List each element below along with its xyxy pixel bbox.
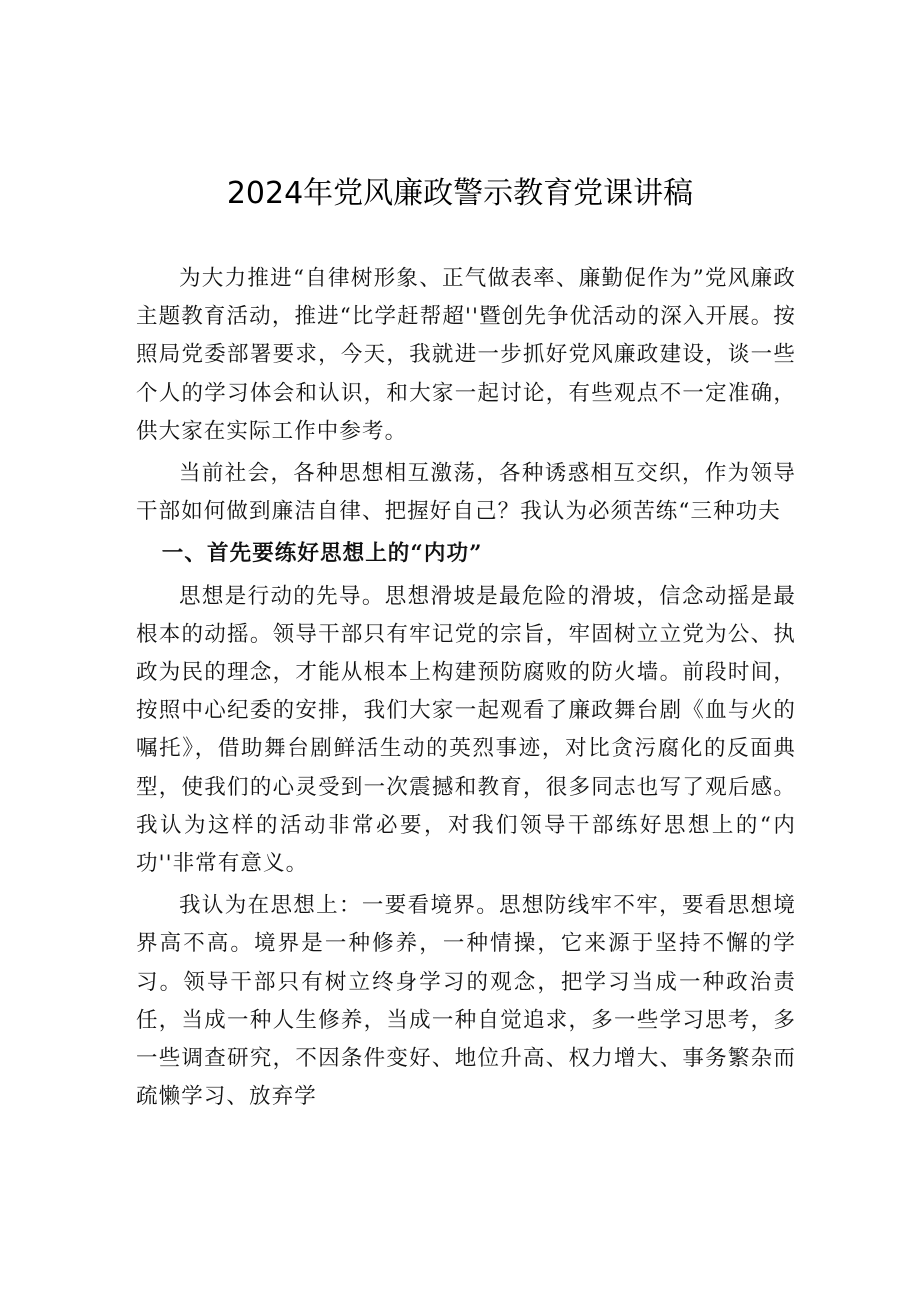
section-heading: 一、首先要练好思想上的“内功” <box>161 541 483 567</box>
paragraph-intro: 为大力推进“自律树形象、正气做表率、廉勤促作为”党风廉政主题教育活动，推进“比学赶帮超''暨创先争优活动的深入开展。按照局党委部署要求，今天，我就进一步抓好党风廉政建设，谈一些个人的学习体会和认识，和大家一起讨论，有些观点不一定准确，供大家在实际工作中参考。 <box>136 266 796 444</box>
document-title: 2024年党风廉政警示教育党课讲稿 <box>226 176 694 211</box>
paragraph-section-1: 思想是行动的先导。思想滑坡是最危险的滑坡，信念动摇是最根本的动摇。领导干部只有牢记党的宗旨，牢固树立立党为公、执政为民的理念，才能从根本上构建预防腐败的防火墙。前段时间，按照中心纪委的安排，我们大家一起观看了廉政舞台剧《血与火的嘱托》，借助舞台剧鲜活生动的英烈事迹，对比贪污腐化的反面典型，使我们的心灵受到一次震撼和教育，很多同志也写了观后感。我认为这样的活动非常必要，对我们领导干部练好思想上的“内功''非常有意义。 <box>136 583 796 877</box>
paragraph-context: 当前社会，各种思想相互激荡，各种诱惑相互交织，作为领导干部如何做到廉洁自律、把握好自己？我认为必须苦练“三种功夫 <box>136 461 796 525</box>
paragraph-section-2: 我认为在思想上：一要看境界。思想防线牢不牢，要看思想境界高不高。境界是一种修养，一种情操，它来源于坚持不懈的学习。领导干部只有树立终身学习的观念，把学习当成一种政治责任，当成一种人生修养，当成一种自觉追求，多一些学习思考，多一些调查研究，不因条件变好、地位升高、权力增大、事务繁杂而疏懒学习、放弃学 <box>136 893 796 1110</box>
document-body <box>136 260 796 1116</box>
